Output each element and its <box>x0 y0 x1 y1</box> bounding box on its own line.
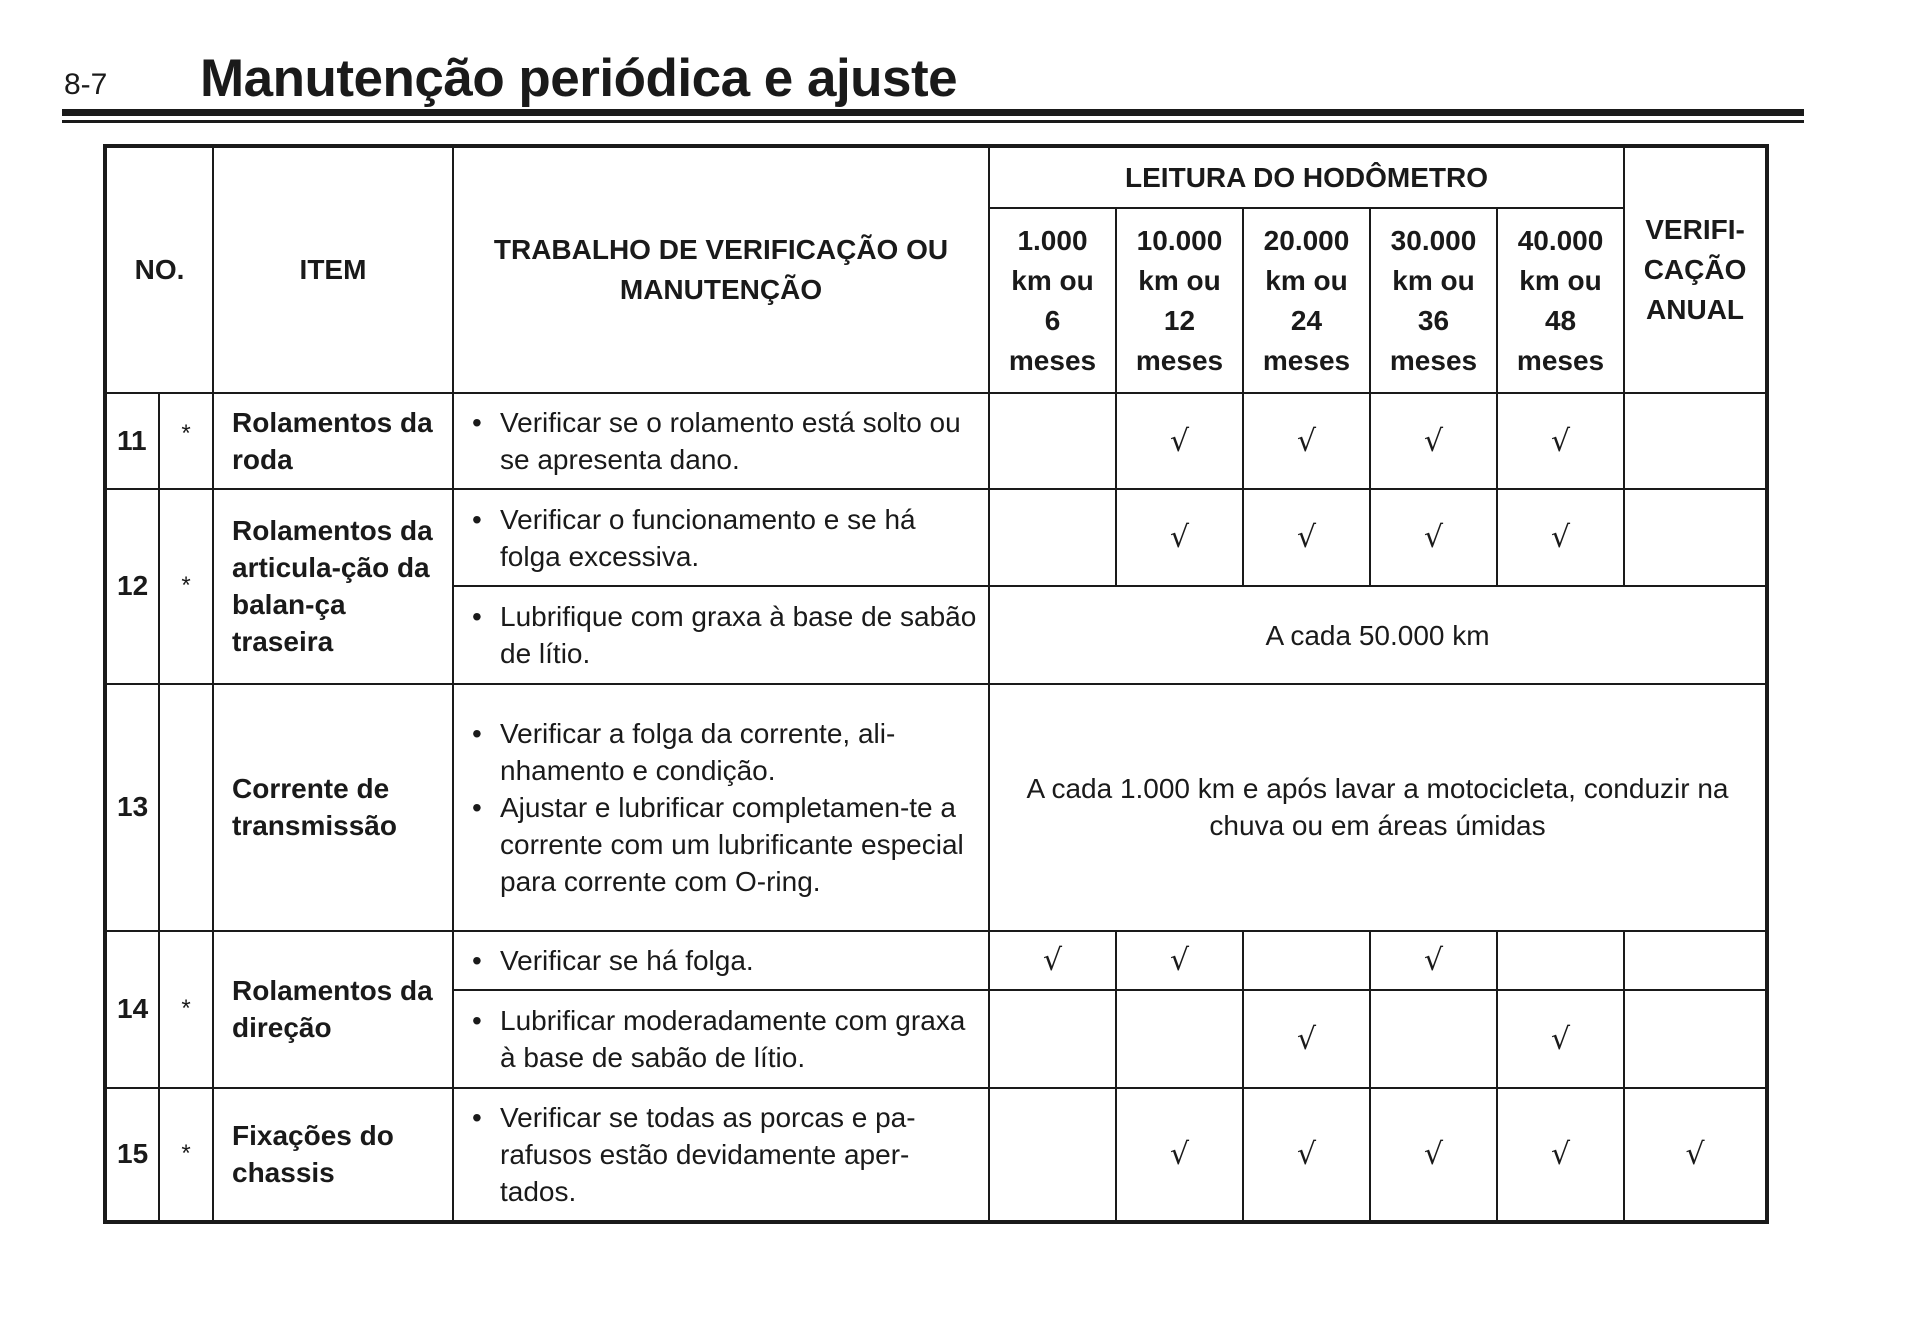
check-cell <box>1497 931 1624 990</box>
check-cell <box>989 990 1116 1087</box>
row-item: Rolamentos da roda <box>213 393 453 489</box>
check-mark-cell: √ <box>1370 393 1497 489</box>
task-bullet: • Lubrificar moderadamente com graxa à base de sabão de lítio. <box>454 1002 978 1076</box>
task-bullet: • Verificar a folga da corrente, ali-nhamento e condição. <box>454 715 978 789</box>
row-task <box>453 489 989 586</box>
row-task <box>453 586 989 683</box>
row-task <box>453 931 989 990</box>
row-task <box>453 393 989 489</box>
header-interval-5: 40.000 km ou 48 meses <box>1497 208 1624 393</box>
check-cell <box>1624 489 1767 586</box>
check-mark-cell: √ <box>1624 1088 1767 1222</box>
header-annual: VERIFI-CAÇÃO ANUAL <box>1624 146 1767 393</box>
check-cell <box>1624 990 1767 1087</box>
check-mark-cell: √ <box>1370 489 1497 586</box>
check-cell <box>1243 931 1370 990</box>
check-mark-cell: √ <box>1370 931 1497 990</box>
row-star: * <box>159 1088 213 1222</box>
check-cell <box>989 1088 1116 1222</box>
row-star: * <box>159 393 213 489</box>
check-cell <box>1624 393 1767 489</box>
header-interval-3: 20.000 km ou 24 meses <box>1243 208 1370 393</box>
check-mark-cell: √ <box>989 931 1116 990</box>
task-bullet: • Verificar se o rolamento está solto ou se apresenta dano. <box>454 404 978 478</box>
check-cell <box>989 489 1116 586</box>
check-mark-cell: √ <box>1243 489 1370 586</box>
check-cell <box>1624 931 1767 990</box>
row-item: Rolamentos da articula-ção da balan-ça traseira <box>213 489 453 683</box>
row-item: Fixações do chassis <box>213 1088 453 1222</box>
check-mark-cell: √ <box>1243 393 1370 489</box>
table-row <box>105 1088 1767 1222</box>
check-mark-cell: √ <box>1497 393 1624 489</box>
table-row <box>105 393 1767 489</box>
check-mark-cell: √ <box>1370 1088 1497 1222</box>
header-rule-thick <box>62 109 1804 116</box>
task-bullet: • Lubrifique com graxa à base de sabão de lítio. <box>454 598 978 672</box>
row-task <box>453 990 989 1087</box>
header-no: NO. <box>105 146 213 393</box>
task-bullet: • Verificar o funcionamento e se há folga excessiva. <box>454 501 978 575</box>
interval-note: A cada 50.000 km <box>989 586 1767 683</box>
maintenance-table <box>103 144 1769 1224</box>
header-work: TRABALHO DE VERIFICAÇÃO OU MANUTENÇÃO <box>453 146 989 393</box>
page-header <box>62 48 1804 124</box>
check-mark-cell: √ <box>1116 1088 1243 1222</box>
check-mark-cell: √ <box>1497 1088 1624 1222</box>
check-mark-cell: √ <box>1116 931 1243 990</box>
check-mark-cell: √ <box>1243 990 1370 1087</box>
check-mark-cell: √ <box>1243 1088 1370 1222</box>
row-star: * <box>159 931 213 1087</box>
row-task <box>453 684 989 932</box>
header-interval-2: 10.000 km ou 12 meses <box>1116 208 1243 393</box>
header-item: ITEM <box>213 146 453 393</box>
task-bullet: • Ajustar e lubrificar completamen-te a corrente com um lubrificante especial para corrente com O-ring. <box>454 789 978 900</box>
interval-note: A cada 1.000 km e após lavar a motocicleta, conduzir na chuva ou em áreas úmidas <box>989 684 1767 932</box>
task-bullet: • Verificar se todas as porcas e pa-rafusos estão devidamente aper-tados. <box>454 1099 978 1210</box>
check-mark-cell: √ <box>1116 393 1243 489</box>
task-bullet: • Verificar se há folga. <box>454 942 978 979</box>
check-cell <box>1116 990 1243 1087</box>
check-cell <box>989 393 1116 489</box>
table-row <box>105 684 1767 932</box>
row-number: 12 <box>105 489 159 683</box>
row-number: 13 <box>105 684 159 932</box>
row-number: 14 <box>105 931 159 1087</box>
row-item: Rolamentos da direção <box>213 931 453 1087</box>
table-row <box>105 931 1767 990</box>
row-number: 11 <box>105 393 159 489</box>
header-rule-thin <box>62 120 1804 123</box>
row-item: Corrente de transmissão <box>213 684 453 932</box>
check-mark-cell: √ <box>1497 489 1624 586</box>
check-mark-cell: √ <box>1116 489 1243 586</box>
check-mark-cell: √ <box>1497 990 1624 1087</box>
page-number: 8-7 <box>64 68 108 101</box>
header-odometer: LEITURA DO HODÔMETRO <box>989 146 1624 208</box>
row-star: * <box>159 489 213 683</box>
table-row <box>105 489 1767 586</box>
header-interval-1: 1.000 km ou 6 meses <box>989 208 1116 393</box>
row-number: 15 <box>105 1088 159 1222</box>
page-title: Manutenção periódica e ajuste <box>200 49 958 108</box>
row-star <box>159 684 213 932</box>
row-task <box>453 1088 989 1222</box>
check-cell <box>1370 990 1497 1087</box>
header-interval-4: 30.000 km ou 36 meses <box>1370 208 1497 393</box>
